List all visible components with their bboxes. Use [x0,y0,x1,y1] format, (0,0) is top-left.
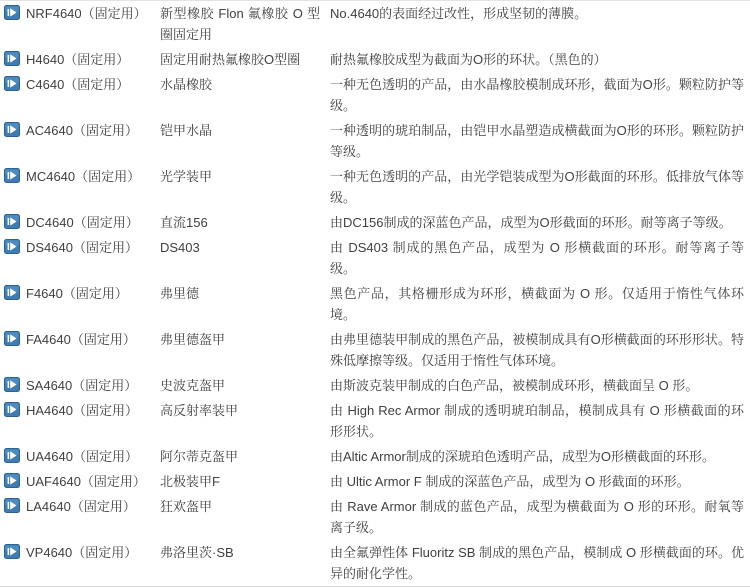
product-code-cell [4,329,160,350]
product-code-cell [4,120,160,141]
product-description: 由 Rave Armor 制成的蓝色产品，成型为横截面为 O 形的环形。耐氧等离子级。 [330,499,744,535]
table-row [0,540,750,586]
product-name: 水晶橡胶 [160,77,213,92]
product-description: 一种无色透明的产品，由光学铠装成型为O形截面的环形。低排放气体等级。 [330,169,744,205]
table-row [0,47,750,72]
play-icon[interactable] [4,402,20,417]
product-code-cell [4,446,160,467]
play-icon[interactable] [4,377,20,392]
product-name: 高反射率装甲 [160,403,239,418]
product-code-cell [4,375,160,396]
table-row [0,281,750,327]
product-name: 狂欢盔甲 [160,499,213,514]
play-icon[interactable] [4,473,20,488]
product-name: 弗里德盔甲 [160,332,226,347]
product-name: 史波克盔甲 [160,378,226,393]
product-code-link[interactable]: AC4640（固定用） [26,123,138,138]
product-code-cell [4,49,160,70]
product-code-link[interactable]: F4640（固定用） [26,286,128,301]
product-code-link[interactable]: H4640（固定用） [26,52,130,67]
product-description: 由弗里德装甲制成的黑色产品，被模制成具有O形横截面的环形形状。特殊低摩擦等级。仅适用于惰性气体环境。 [330,332,744,368]
table-row [0,373,750,398]
product-name: 新型橡胶 Flon 氟橡胶 O 型圈固定用 [160,6,320,42]
product-code-cell [4,496,160,517]
product-code-cell [4,3,160,24]
product-code-link[interactable]: C4640（固定用） [26,77,130,92]
product-description: 由 Ultic Armor F 制成的深蓝色产品，成型为 O 形截面的环形。 [330,474,690,489]
product-description: No.4640的表面经过改性，形成坚韧的薄膜。 [330,6,588,21]
table-row [0,72,750,118]
product-description: 由斯波克装甲制成的白色产品，被模制成环形，横截面呈 O 形。 [330,378,699,393]
product-code-cell [4,237,160,258]
product-code-link[interactable]: HA4640（固定用） [26,403,138,418]
product-code-cell [4,400,160,421]
product-code-link[interactable]: UAF4640（固定用） [26,474,146,489]
product-name: DS403 [160,240,200,255]
table-row [0,210,750,235]
product-description: 一种无色透明的产品，由水晶橡胶模制成环形，截面为O形。颗粒防护等级。 [330,77,744,113]
product-code-link[interactable]: DC4640（固定用） [26,215,139,230]
play-icon[interactable] [4,448,20,463]
product-name: 弗洛里茨·SB [160,545,234,560]
table-row [0,444,750,469]
table-row [0,494,750,540]
product-code-link[interactable]: NRF4640（固定用） [26,6,147,21]
table-row [0,327,750,373]
product-description: 由DC156制成的深蓝色产品，成型为O形截面的环形。耐等离子等级。 [330,215,732,230]
product-code-link[interactable]: LA4640（固定用） [26,499,136,514]
play-icon[interactable] [4,239,20,254]
product-description: 由 DS403 制成的黑色产品，成型为 O 形横截面的环形。耐等离子等级。 [330,240,744,276]
product-code-cell [4,542,160,563]
table-row [0,1,750,47]
product-code-cell [4,212,160,233]
product-code-link[interactable]: VP4640（固定用） [26,545,138,560]
play-icon[interactable] [4,498,20,513]
table-row [0,118,750,164]
product-code-cell [4,283,160,304]
product-code-link[interactable]: FA4640（固定用） [26,332,136,347]
product-name: 光学装甲 [160,169,213,184]
product-code-link[interactable]: DS4640（固定用） [26,240,138,255]
product-description: 耐热氟橡胶成型为截面为O形的环状。（黑色的） [330,52,607,67]
play-icon[interactable] [4,331,20,346]
table-row [0,398,750,444]
product-name: 弗里德 [160,286,200,301]
product-code-cell [4,74,160,95]
product-name: 阿尔蒂克盔甲 [160,449,239,464]
play-icon[interactable] [4,168,20,183]
play-icon[interactable] [4,122,20,137]
product-description: 由Altic Armor制成的深琥珀色透明产品，成型为O形横截面的环形。 [330,449,715,464]
play-icon[interactable] [4,214,20,229]
product-name: 直流156 [160,215,208,230]
product-name: 铠甲水晶 [160,123,213,138]
table-row [0,164,750,210]
product-name: 固定用耐热氟橡胶O型圈 [160,52,301,67]
product-code-link[interactable]: MC4640（固定用） [26,169,141,184]
product-description: 由全氟弹性体 Fluoritz SB 制成的黑色产品，模制成 O 形横截面的环。优异的耐化学性。 [330,545,744,581]
play-icon[interactable] [4,544,20,559]
product-description: 一种透明的琥珀制品，由铠甲水晶塑造成横截面为O形的环形。颗粒防护等级。 [330,123,744,159]
table-row [0,469,750,494]
product-code-link[interactable]: SA4640（固定用） [26,378,138,393]
play-icon[interactable] [4,51,20,66]
play-icon[interactable] [4,76,20,91]
play-icon[interactable] [4,285,20,300]
product-code-link[interactable]: UA4640（固定用） [26,449,138,464]
product-description: 黑色产品，其格栅形成为环形，横截面为 O 形。仅适用于惰性气体环境。 [330,286,744,322]
product-code-cell [4,166,160,187]
play-icon[interactable] [4,5,20,20]
product-description: 由 High Rec Armor 制成的透明琥珀制品，模制成具有 O 形横截面的环形形状。 [330,403,744,439]
product-code-cell [4,471,160,492]
table-row [0,235,750,281]
product-name: 北极装甲F [160,474,220,489]
